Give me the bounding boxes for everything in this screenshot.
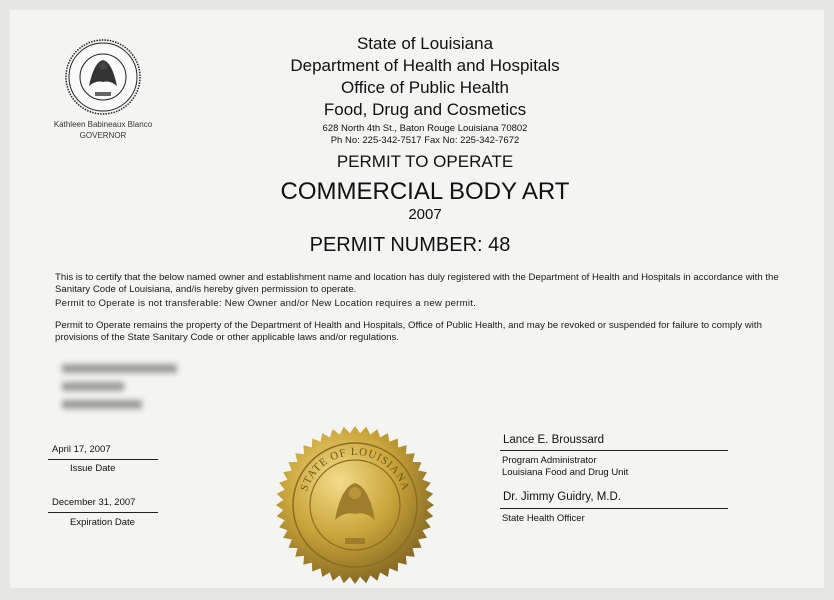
certification-paragraph: This is to certify that the below named owner and establishment name and location has duly registered with the Department of Health and Hospitals in accordance with the Sanitary Code of Louisiana, and/is hereby given permission to operate.	[55, 272, 779, 295]
permit-type: COMMERCIAL BODY ART	[280, 178, 570, 205]
redacted-owner	[62, 382, 124, 391]
header-address: 628 North 4th St., Baton Rouge Louisiana 70802	[322, 123, 528, 134]
signature-title-2: State Health Officer	[502, 513, 585, 524]
permit-heading: PERMIT TO OPERATE	[336, 152, 514, 171]
signature-name-1: Lance E. Broussard	[503, 434, 605, 446]
expiration-date-value: December 31, 2007	[52, 497, 136, 508]
header-department: Department of Health and Hospitals	[290, 56, 560, 75]
gold-seal-icon	[275, 425, 435, 585]
header-phone: Ph No: 225-342-7517 Fax No: 225-342-7672	[330, 135, 520, 146]
redacted-establishment-name	[62, 364, 177, 373]
issue-date-label: Issue Date	[70, 463, 116, 474]
expiration-date-label: Expiration Date	[70, 517, 135, 528]
signature-title-1a: Program Administrator	[502, 455, 597, 466]
header-division: Food, Drug and Cosmetics	[323, 100, 527, 119]
redacted-location	[62, 400, 142, 409]
governor-name: Kathleen Babineaux Blanco	[53, 120, 153, 129]
permit-number: PERMIT NUMBER: 48	[309, 234, 511, 256]
permit-year: 2007	[408, 206, 442, 223]
expiration-date-line	[48, 512, 158, 513]
governor-title: GOVERNOR	[79, 131, 127, 140]
transfer-paragraph: Permit to Operate is not transferable: New Owner and/or New Location requires a new permit.	[55, 298, 477, 309]
gold-seal-text: STATE OF LOUISIANA	[298, 445, 412, 493]
signature-line-1	[500, 450, 728, 451]
signature-line-2	[500, 508, 728, 509]
signature-title-1b: Louisiana Food and Drug Unit	[502, 467, 629, 478]
header-office: Office of Public Health	[341, 78, 509, 97]
signature-name-2: Dr. Jimmy Guidry, M.D.	[503, 491, 621, 503]
issue-date-line	[48, 459, 158, 460]
issue-date-value: April 17, 2007	[52, 444, 111, 455]
header-state: State of Louisiana	[356, 34, 494, 53]
property-paragraph: Permit to Operate remains the property of the Department of Health and Hospitals, Office of Public Health, and may be revoked or suspended for failure to comply with provisions of the State Sanitary Code or other applicable laws and/or regulations.	[55, 320, 762, 343]
